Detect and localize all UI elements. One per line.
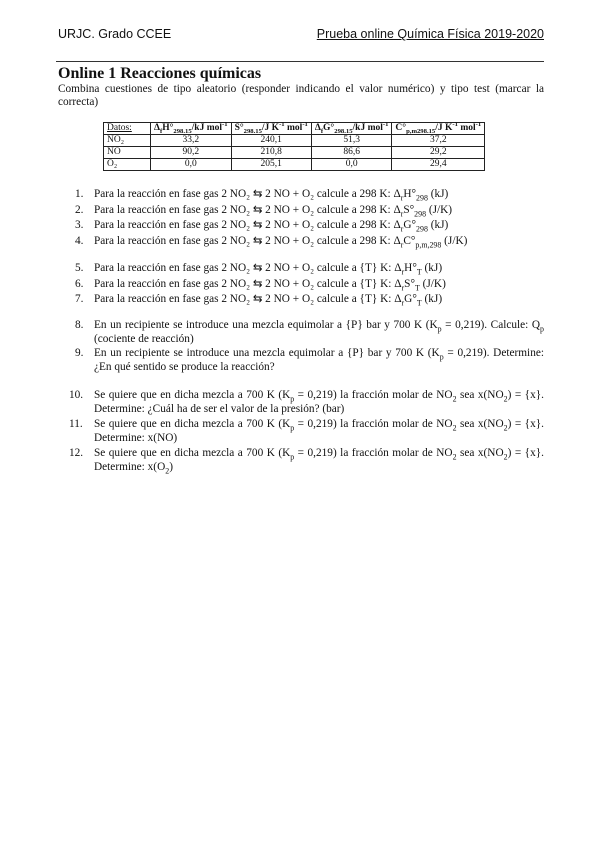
value-cell: 240,1 — [231, 135, 311, 147]
question-group-mixture — [58, 318, 544, 374]
value-cell: 33,2 — [151, 135, 232, 147]
value-cell: 205,1 — [231, 159, 311, 171]
question-3: 3. Para la reacción en fase gas 2 NO₂ ⇆ 2 NO + O₂ calcule a 298 K: $\Delta_rG^\circ_{298}$ (kJ) — [75, 219, 449, 234]
intro-text: Combina cuestiones de tipo aleatorio (responder indicando el valor numérico) y tipo test (marcar la correcta) — [58, 83, 544, 108]
species-cell: NO₂ — [104, 135, 151, 147]
question-6: 6. Para la reacción en fase gas 2 NO₂ ⇆ 2 NO + O₂ calcule a {T} K: $\Delta_rS^\circ_T$ (J/K) — [75, 277, 446, 292]
table-row — [104, 147, 485, 159]
question-group-fraction — [58, 388, 544, 474]
question-12: 12. Se quiere que en dicha mezcla a 700 K $(K_p = 0,219)$ la fracción molar de $NO_2$ sea $x(NO_2) = \{x\}$. Determine: $x(O_2)$ — [69, 447, 544, 476]
question-4: 4. Para la reacción en fase gas 2 NO₂ ⇆ 2 NO + O₂ calcule a 298 K: $\Delta_rC^\circ_{p,m,298}$ (J/K) — [75, 234, 468, 249]
header-rule — [56, 61, 544, 62]
thermo-data-table — [103, 122, 485, 171]
value-cell: 0,0 — [151, 159, 232, 171]
value-cell: 37,2 — [392, 135, 485, 147]
question-1: 1. Para la reacción en fase gas 2 NO₂ ⇆ 2 NO + O₂ calcule a 298 K: $\Delta_rH^\circ_{298}$ (kJ) — [75, 188, 449, 203]
question-11: 11. Se quiere que en dicha mezcla a 700 K $(K_p = 0,219)$ la fracción molar de $NO_2$ sea $x(NO_2) = \{x\}$. Determine: x(NO) — [69, 418, 544, 444]
col-dh: $\Delta_fH^\circ_{298.15}/kJ$ mol$^{-1}$ — [151, 123, 232, 135]
table-row — [104, 159, 485, 171]
value-cell: 29,4 — [392, 159, 485, 171]
question-group-298 — [58, 187, 544, 249]
question-8: 8. En un recipiente se introduce una mezcla equimolar a {P} bar y 700 K $(K_p = 0,219)$. Calcule: $Q_p$ (cociente de reacción) — [75, 319, 544, 345]
header-course: URJC. Grado CCEE — [58, 27, 172, 41]
col-cp: $C^\circ_{p,m298.15}/J$ $K^{-1}$ mol$^{-1}$ — [392, 123, 485, 135]
question-group-T — [58, 261, 544, 308]
value-cell: 210,8 — [231, 147, 311, 159]
question-7: 7. Para la reacción en fase gas 2 NO₂ ⇆ 2 NO + O₂ calcule a {T} K: $\Delta_rG^\circ_T$ (kJ) — [75, 293, 443, 308]
page-title: Online 1 Reacciones químicas — [58, 65, 262, 82]
question-10: 10. Se quiere que en dicha mezcla a 700 K $(K_p = 0,219)$ la fracción molar de $NO_2$ sea $x(NO_2) = \{x\}$. Determine: ¿Cuál ha de ser el valor de la presión? (bar) — [69, 389, 544, 415]
species-cell: O₂ — [104, 159, 151, 171]
value-cell: 86,6 — [311, 147, 392, 159]
col-s: $S^\circ_{298.15}/J$ $K^{-1}$ mol$^{-1}$ — [231, 123, 311, 135]
header-exam-title: Prueba online Química Física 2019-2020 — [316, 27, 544, 41]
question-9: 9. En un recipiente se introduce una mezcla equimolar a {P} bar y 700 K $(K_p = 0,219)$. Determine: ¿En qué sentido se produce la reacción? — [75, 347, 544, 373]
table-header-row — [104, 123, 485, 135]
table-header-label: Datos: — [104, 123, 151, 135]
species-cell: NO — [104, 147, 151, 159]
question-2: 2. Para la reacción en fase gas 2 NO₂ ⇆ 2 NO + O₂ calcule a 298 K: $\Delta_rS^\circ_{298}$ (J/K) — [75, 203, 453, 218]
value-cell: 29,2 — [392, 147, 485, 159]
col-dg: $\Delta_fG^\circ_{298.15}/kJ$ mol$^{-1}$ — [311, 123, 392, 135]
table-row — [104, 135, 485, 147]
value-cell: 90,2 — [151, 147, 232, 159]
value-cell: 51,3 — [311, 135, 392, 147]
value-cell: 0,0 — [311, 159, 392, 171]
question-5: 5. Para la reacción en fase gas 2 NO₂ ⇆ 2 NO + O₂ calcule a {T} K: $\Delta_rH^\circ_T$ (kJ) — [75, 262, 443, 277]
